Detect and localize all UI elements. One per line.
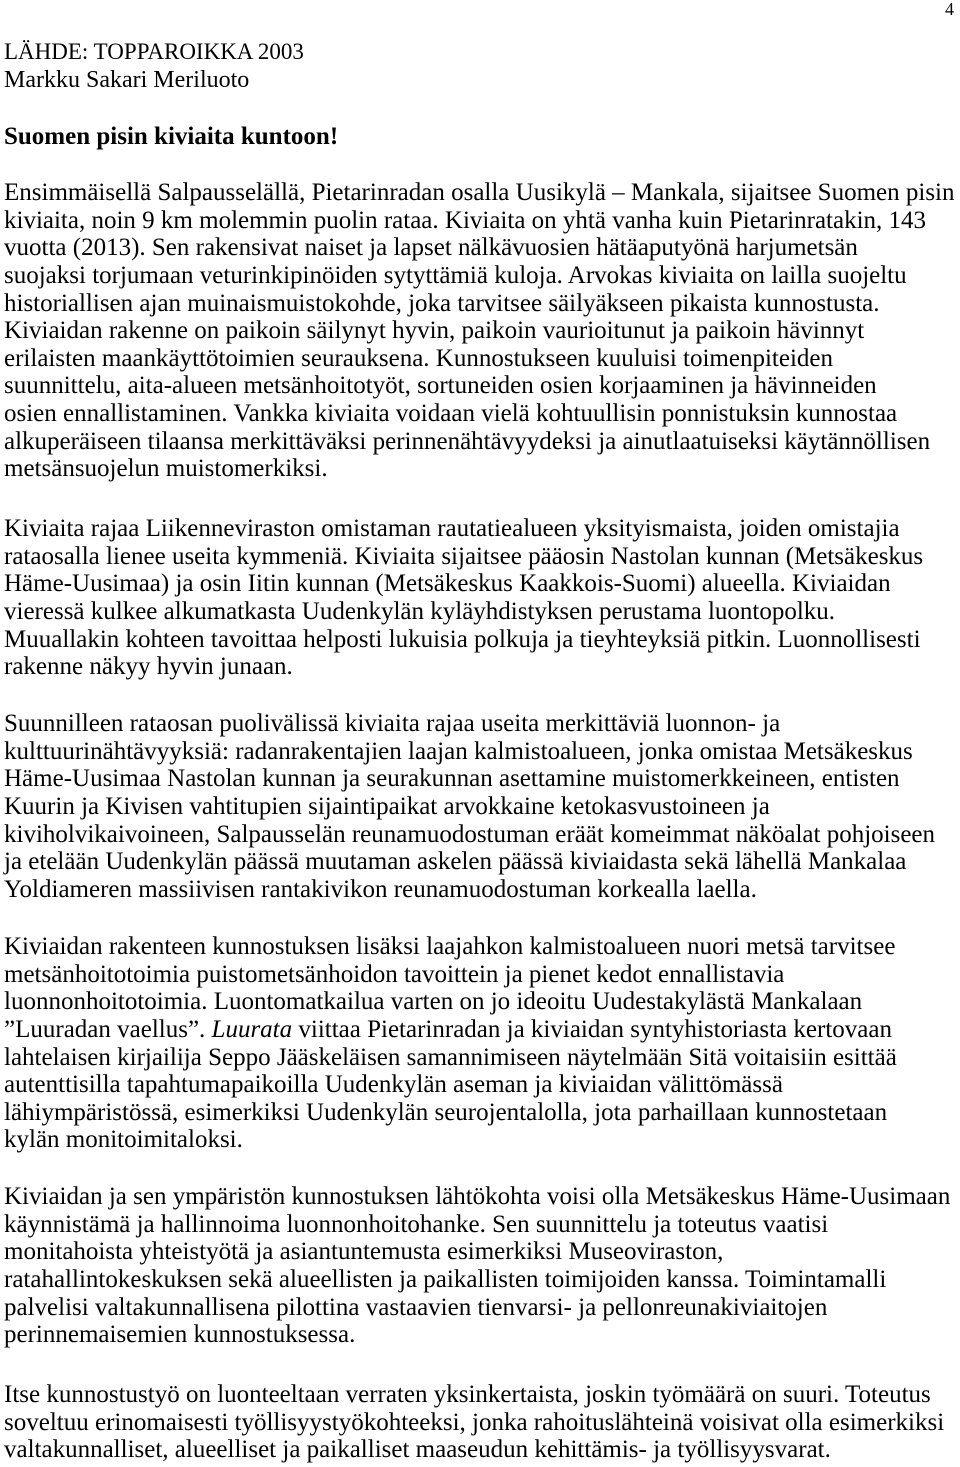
text-line: vuotta (2013). Sen rakensivat naiset ja lapset nälkävuosien hätäaputyönä harjumetsän — [4, 234, 858, 262]
text-line: Häme-Uusimaa) ja osin Iitin kunnan (Metsäkeskus Kaakkois-Suomi) alueella. Kiviaidan — [4, 570, 891, 598]
text-line: valtakunnalliset, alueelliset ja paikalliset maaseudun kehittämis- ja työllisyysvarat. — [4, 1436, 831, 1464]
text-line: ratahallintokeskuksen sekä alueellisten ja paikallisten toimijoiden kanssa. Toimintamalli — [4, 1265, 887, 1293]
text-line: palvelisi valtakunnallisena pilottina vastaavien tienvarsi- ja pellonreunakiviaitojen — [4, 1293, 828, 1321]
paragraph-6 — [4, 1381, 956, 1464]
document-header — [4, 37, 956, 95]
paragraph-1 — [4, 179, 956, 483]
text-line: luonnonhoitotoimia. Luontomatkailua varten on jo ideoitu Uudestakylästä Mankalaan — [4, 988, 863, 1016]
text-line: Muuallakin kohteen tavoittaa helposti lukuisia polkuja ja tieyhteyksiä pitkin. Luonnollisesti — [4, 625, 921, 653]
text-line: käynnistämä ja hallinnoima luonnonhoitohanke. Sen suunnittelu ja toteutus vaatisi — [4, 1210, 829, 1238]
text-line: autenttisilla tapahtumapaikoilla Uudenkylän aseman ja kiviaidan välittömässä — [4, 1071, 783, 1099]
text-line: kylän monitoimitaloksi. — [4, 1126, 243, 1154]
text-line: rakenne näkyy hyvin junaan. — [4, 653, 293, 681]
text-line: alkuperäiseen tilaansa merkittäväksi perinnenähtävyydeksi ja ainutlaatuiseksi käytännöllisen — [4, 427, 931, 455]
paragraph-2 — [4, 515, 956, 681]
paragraph-4 — [4, 933, 956, 1154]
text-line: metsänsuojelun muistomerkiksi. — [4, 455, 328, 483]
text-line: kiviholvikaivoineen, Salpausselän reunamuodostuman eräät komeimmat näköalat pohjoiseen — [4, 820, 936, 848]
text-line: kiviaita, noin 9 km molemmin puolin rataa. Kiviaita on yhtä vanha kuin Pietarinratakin, 143 — [4, 206, 927, 234]
article-title: Suomen pisin kiviaita kuntoon! — [4, 123, 339, 150]
text-segment: ”Luuradan vaellus”. — [4, 1015, 212, 1043]
italic-term: Luurata — [211, 1015, 293, 1043]
text-line: osien ennallistaminen. Vankka kiviaita voidaan vielä kohtuullisin ponnistuksin kunnostaa — [4, 399, 898, 427]
text-line: suunnittelu, aita-alueen metsänhoitotyöt, sortuneiden osien korjaaminen ja hävinneiden — [4, 372, 877, 400]
paragraph-3 — [4, 710, 956, 903]
author-name: Markku Sakari Meriluoto — [4, 67, 250, 93]
text-line: Kiviaidan rakenteen kunnostuksen lisäksi laajahkon kalmistoalueen nuori metsä tarvitsee — [4, 933, 896, 961]
paragraph-5 — [4, 1183, 956, 1349]
text-line: Kiviaidan ja sen ympäristön kunnostuksen lähtökohta voisi olla Metsäkeskus Häme-Uusimaan — [4, 1183, 951, 1211]
text-line: monitahoista yhteistyötä ja asiantuntemusta esimerkiksi Museoviraston, — [4, 1238, 724, 1266]
text-line: erilaisten maankäyttötoimien seurauksena. Kunnostukseen kuuluisi toimenpiteiden — [4, 344, 833, 372]
text-line: soveltuu erinomaisesti työllisyystyökohteeksi, jonka rahoituslähteinä voisivat olla esimerkiksi — [4, 1408, 945, 1436]
text-line: vieressä kulkee alkumatkasta Uudenkylän kyläyhdistyksen perustama luontopolku. — [4, 597, 836, 625]
text-line: perinnemaisemien kunnostuksessa. — [4, 1321, 356, 1349]
text-segment: viittaa Pietarinradan ja kiviaidan syntyhistoriasta kertovaan — [292, 1015, 892, 1043]
text-line: metsänhoitotoimia puistometsänhoidon tavoittein ja pienet kedot ennallistavia — [4, 960, 785, 988]
text-line: Kuurin ja Kivisen vahtitupien sijaintipaikat arvokkaine ketokasvustoineen ja — [4, 792, 770, 820]
text-line: Kiviaita rajaa Liikenneviraston omistaman rautatiealueen yksityismaista, joiden omistajia — [4, 515, 900, 543]
text-line: rataosalla lienee useita kymmeniä. Kiviaita sijaitsee pääosin Nastolan kunnan (Metsäkeskus — [4, 542, 924, 570]
text-line: Kiviaidan rakenne on paikoin säilynyt hyvin, paikoin vaurioitunut ja paikoin hävinnyt — [4, 317, 865, 345]
text-line: Yoldiameren massiivisen rantakivikon reunamuodostuman korkealla laella. — [4, 875, 757, 903]
text-line: Suunnilleen rataosan puolivälissä kiviaita rajaa useita merkittäviä luonnon- ja — [4, 710, 781, 738]
page-number: 4 — [945, 0, 954, 19]
text-line: historiallisen ajan muinaismuistokohde, joka tarvitsee säilyäkseen pikaista kunnostusta. — [4, 289, 880, 317]
text-line: Häme-Uusimaa Nastolan kunnan ja seurakunnan asettamine muistomerkkeineen, entisten — [4, 765, 900, 793]
text-line: lähiympäristössä, esimerkiksi Uudenkylän seurojentalolla, jota parhaillaan kunnostetaan — [4, 1098, 888, 1126]
text-line: lahtelaisen kirjailija Seppo Jääskeläisen samannimiseen näytelmään Sitä voitaisiin esittää — [4, 1043, 897, 1071]
text-line: Itse kunnostustyö on luonteeltaan verraten yksinkertaista, joskin työmäärä on suuri. Toteutus — [4, 1381, 931, 1409]
text-line: Ensimmäisellä Salpausselällä, Pietarinradan osalla Uusikylä – Mankala, sijaitsee Suomen pisin — [4, 179, 955, 207]
text-line: ja etelään Uudenkylän päässä muutaman askelen päässä kiviaidasta sekä lähellä Mankalaa — [4, 848, 907, 876]
source-line: LÄHDE: TOPPAROIKKA 2003 — [4, 39, 304, 64]
text-line: suojaksi torjumaan veturinkipinöiden sytyttämiä kuloja. Arvokas kiviaita on lailla suojeltu — [4, 261, 907, 289]
text-line — [4, 1016, 956, 1044]
text-line: kulttuurinähtävyyksiä: radanrakentajien laajan kalmistoalueen, jonka omistaa Metsäkeskus — [4, 737, 913, 765]
